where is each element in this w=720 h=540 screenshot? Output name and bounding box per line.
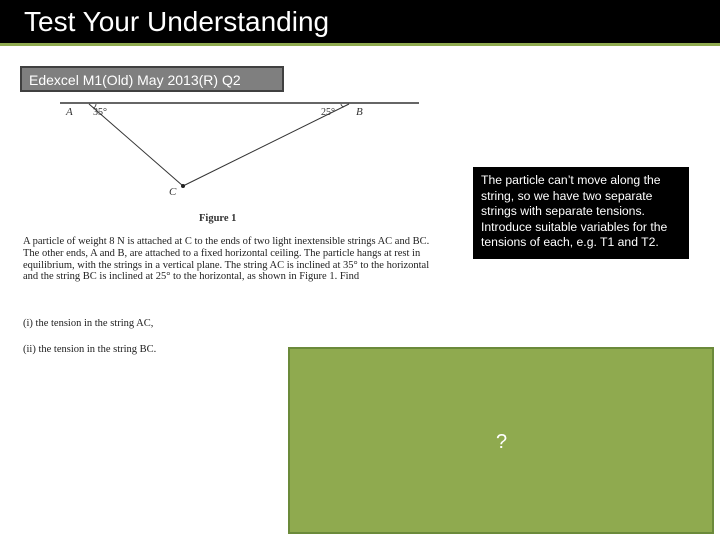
label-angle-a: 35°: [93, 107, 107, 118]
title-accent-line: [0, 43, 720, 46]
particle-c: [181, 184, 185, 188]
label-b: B: [356, 106, 363, 118]
answer-reveal-box[interactable]: [288, 347, 714, 534]
figure-1-diagram: [55, 100, 425, 230]
question-stem: A particle of weight 8 N is attached at C to the ends of two light inextensible strings AC and BC. The other ends, A and B, are attached to a fixed horizontal ceiling. The particle hangs at rest in equilibrium, with the strings in a vertical plane. The string AC is inclined at 35° to the horizontal and the string BC is inclined at 25° to the horizontal, as shown in Figure 1. Find: [23, 236, 430, 283]
figure-caption: Figure 1: [199, 213, 237, 224]
label-c: C: [169, 186, 177, 198]
label-angle-b: 25°: [321, 107, 335, 118]
label-a: A: [66, 106, 73, 118]
question-part-ii: (ii) the tension in the string BC.: [23, 344, 157, 355]
hint-box: [473, 167, 689, 259]
source-label-box: [20, 66, 284, 92]
source-label: Edexcel M1(Old) May 2013(R) Q2: [29, 72, 241, 88]
question-part-i: (i) the tension in the string AC,: [23, 318, 154, 329]
title-bar: [0, 0, 720, 44]
hint-text: The particle can’t move along the string, so we have two separate strings with separate tensions. Introduce suitable variables for the tensions of each, e.g. T1 and T2.: [481, 173, 668, 250]
slide-title: Test Your Understanding: [24, 6, 330, 37]
answer-placeholder: ?: [496, 431, 508, 453]
angle-arc-b: [341, 104, 344, 107]
question-text: [23, 236, 438, 283]
